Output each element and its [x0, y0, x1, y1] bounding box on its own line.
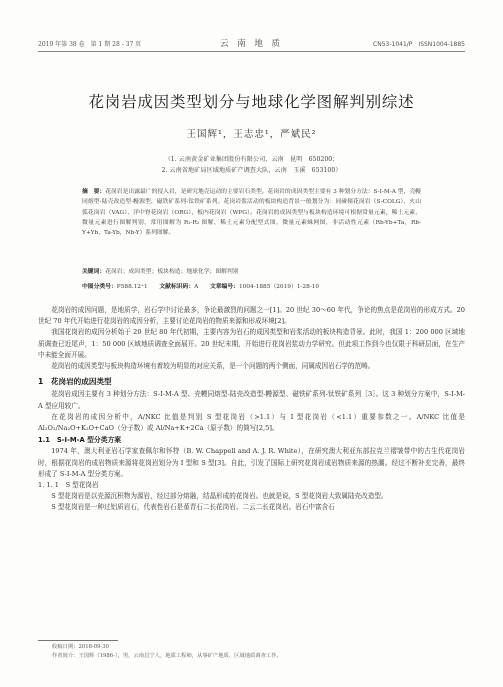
- abstract: [82, 187, 421, 238]
- paragraph: S 型花岗岩是以壳源沉积物为源岩，经过部分熔融，结晶形成的花岗岩。也就是说，S 型花岗岩大致属陆壳改造型。: [51, 492, 388, 501]
- article-number-label: 文章编号：: [209, 284, 239, 290]
- paragraph: S 型花岗岩是一种过铝质岩石，代表性岩石是堇青石二长花岗岩、二云二长花岗岩。岩石中富含石: [51, 503, 335, 512]
- keywords: [82, 267, 421, 277]
- header-rule: [38, 51, 465, 52]
- keywords-label: 关键词：: [82, 269, 106, 275]
- body-text: [38, 305, 465, 514]
- paragraph: 1974 年，澳大利亚岩石学家查佩尔和怀特（B. W. Chappell and A. J. R. White），在研究澳大利亚东部拉克兰褶皱带中的古生代花岗岩时，根据花岗岩的成岩物质来源将花岗岩划分为 I 型和 S 型[3]。自此，引发了国际上研究花岗岩成岩物质来源的热潮。经过不断补充完善，最终形成了 S-I-M-A 型分类方案。: [38, 447, 465, 478]
- paragraph: 花岗岩的成因类型与板块构造环境有着较为明显的对应关系，是一个问题的两个侧面，同属成因岩石学的范畴。: [51, 362, 375, 371]
- clc-value: P588.12⁺1: [116, 284, 148, 290]
- affiliation-2: 2. 云南省地矿局区域地质矿产调查大队，云南 玉溪 653100）: [161, 167, 342, 174]
- footnote-rule: [38, 640, 118, 641]
- paragraph: 花岗岩的成因问题，是地质学，岩石学中讨论最多，争论最激烈的问题之一[1]。20 世纪 30～60 年代，争论的焦点是花岗岩的形成方式。20 世纪 70 年代开始进行花岗岩的成因分析，主要讨论花岗岩的物质来源和形成环境[2]。: [38, 306, 465, 326]
- paragraph: 花岗岩成因主要有 3 种划分方法：S-I-M-A 型、壳幔同熔型-陆壳改造型-幔源型、磁铁矿系列-钛铁矿系列［3］。这 3 种划分方案中，S-I-M-A 型应用较广。: [38, 390, 465, 410]
- article-number-value: 1004-1885（2019）1-28-10: [238, 284, 320, 290]
- doc-code-label: 文献标识码：: [159, 284, 195, 290]
- subsubsection-heading: 1. 1. 1 S 型花岗岩: [38, 481, 99, 490]
- journal-name: 云 南 地 质: [219, 39, 284, 49]
- affiliations: [0, 154, 503, 176]
- author-list: 王国辉¹，王志忠¹，严斌民²: [186, 129, 317, 140]
- keywords-text: 花岗岩；成因类型；板块构造；地球化学；图解判别: [105, 269, 239, 275]
- doc-code-value: A: [194, 284, 199, 290]
- journal-issue: 2019 年第 38 卷 第 1 期 28 - 37 页: [38, 41, 142, 48]
- abstract-text: 花岗岩是出露最广的侵入岩，是研究地壳运动的主要岩石类型。花岗岩的成因类型主要有 3 种划分方法：S-I-M-A 型，壳幔同熔型-陆壳改造型-幔源型，磁铁矿系列-钛铁矿系列。花岗岩浆活动的板块构造背景一般划分为：同碰撞花岗岩（S-COLG）、火山弧花岗岩（VAG）、洋中脊花岗岩（ORG）、板内花岗岩（WPG）。花岗岩的成因类型与板块构造环境可根据常量元素，稀土元素，微量元素进行图解判别，常用图解为 R₁-R₂ 图解，稀土元素分配型式图，微量元素蛛网图，非活动性元素（Rb-Yb+Ta，Rb-Y+Yb，Ta-Yb，Nb-Y）系列图解。: [82, 189, 421, 237]
- clc-label: 中图分类号：: [82, 284, 117, 290]
- section-heading: 1 花岗岩的成因类型: [38, 377, 112, 387]
- affiliation-1: （1. 云南黄金矿业集团股份有限公司，云南 昆明 650200；: [164, 156, 339, 163]
- paragraph: 我国花岗岩的成因分析始于 20 世纪 80 年代初期，主要内容为岩石的成因类型和岩浆活动的板块构造背景。此时，我国 1：200 000 区域地质调查已近尾声，1：50 000 区域地质调查全面展开。20 世纪末期，开始进行花岗岩浆动力学研究。但此项工作到今也仅限于科研层面，在生产中未能全面开展。: [38, 328, 465, 359]
- author-bio: 作者简介：王国辉（1986-），男，云南昌宁人，地质工程师，从事矿产地质、区域地质调查工作。: [52, 653, 282, 659]
- paper-title: 花岗岩成因类型划分与地球化学图解判别综述: [88, 93, 415, 111]
- classification-line: [82, 282, 421, 292]
- running-header: [38, 37, 465, 49]
- subsection-heading: 1.1 S-I-M-A 型分类方案: [38, 436, 122, 445]
- footnotes: [52, 643, 465, 661]
- paragraph: 在花岗岩的成因分析中，A/NKC 比值是判别 S 型花岗岩（>1.1）与 I 型花岗岩（<1.1）重要参数之一。A/NKC 比值是 Al₂O₃/Na₂O+K₂O+CaO（分子数）或 Al/Na+K+2Ca（原子数）的简写[2,5]。: [38, 412, 465, 433]
- received-date: 收稿日期：2018-09-30: [52, 644, 110, 650]
- abstract-label: 摘 要：: [82, 189, 106, 195]
- journal-issn: CN53-1041/P ISSN1004-1885: [373, 41, 465, 48]
